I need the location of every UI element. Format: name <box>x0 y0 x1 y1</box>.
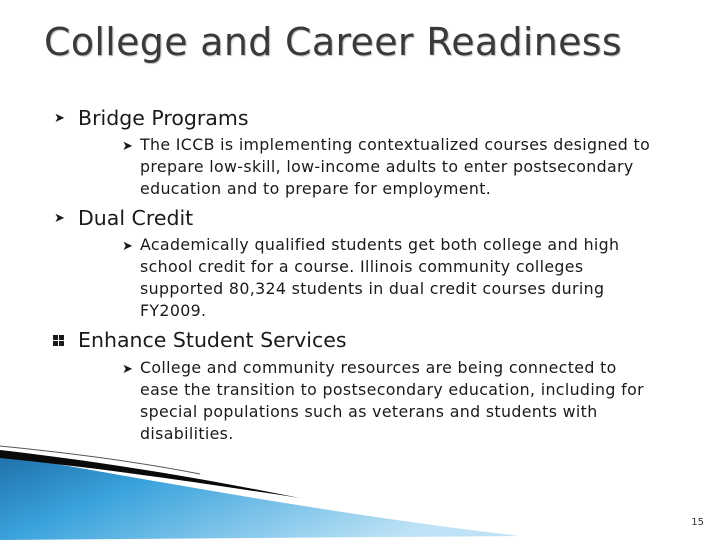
detail-line: prepare low-skill, low-income adults to enter postsecondary <box>140 157 634 176</box>
item-detail-bridge-programs <box>140 134 700 200</box>
item-heading-student-services: Enhance Student Services <box>78 328 347 352</box>
detail-line: FY2009. <box>140 301 207 320</box>
arrow-bullet-icon: ➤ <box>54 111 65 126</box>
detail-line: special populations such as veterans and students with <box>140 402 598 421</box>
detail-line: supported 80,324 students in dual credit courses during <box>140 279 605 298</box>
detail-line: College and community resources are being connected to <box>140 358 617 377</box>
page-number: 15 <box>691 517 704 528</box>
arrow-bullet-icon: ➤ <box>122 362 133 377</box>
item-detail-student-services <box>140 357 700 445</box>
detail-line: ease the transition to postsecondary education, including for <box>140 380 644 399</box>
detail-line: The ICCB is implementing contextualized courses designed to <box>140 135 651 154</box>
arrow-bullet-icon: ➤ <box>54 211 65 226</box>
detail-line: disabilities. <box>140 424 234 443</box>
arrow-bullet-icon: ➤ <box>122 239 133 254</box>
square-bullet-icon <box>52 334 65 351</box>
item-detail-dual-credit <box>140 234 700 322</box>
swoosh-blue-band <box>0 454 520 540</box>
detail-line: Academically qualified students get both college and high <box>140 235 620 254</box>
decorative-swoosh <box>0 440 720 540</box>
slide-title: College and Career Readiness <box>44 20 622 64</box>
detail-line: school credit for a course. Illinois community colleges <box>140 257 584 276</box>
item-heading-dual-credit: Dual Credit <box>78 206 194 230</box>
detail-line: education and to prepare for employment. <box>140 179 492 198</box>
item-heading-bridge-programs: Bridge Programs <box>78 106 249 130</box>
arrow-bullet-icon: ➤ <box>122 139 133 154</box>
